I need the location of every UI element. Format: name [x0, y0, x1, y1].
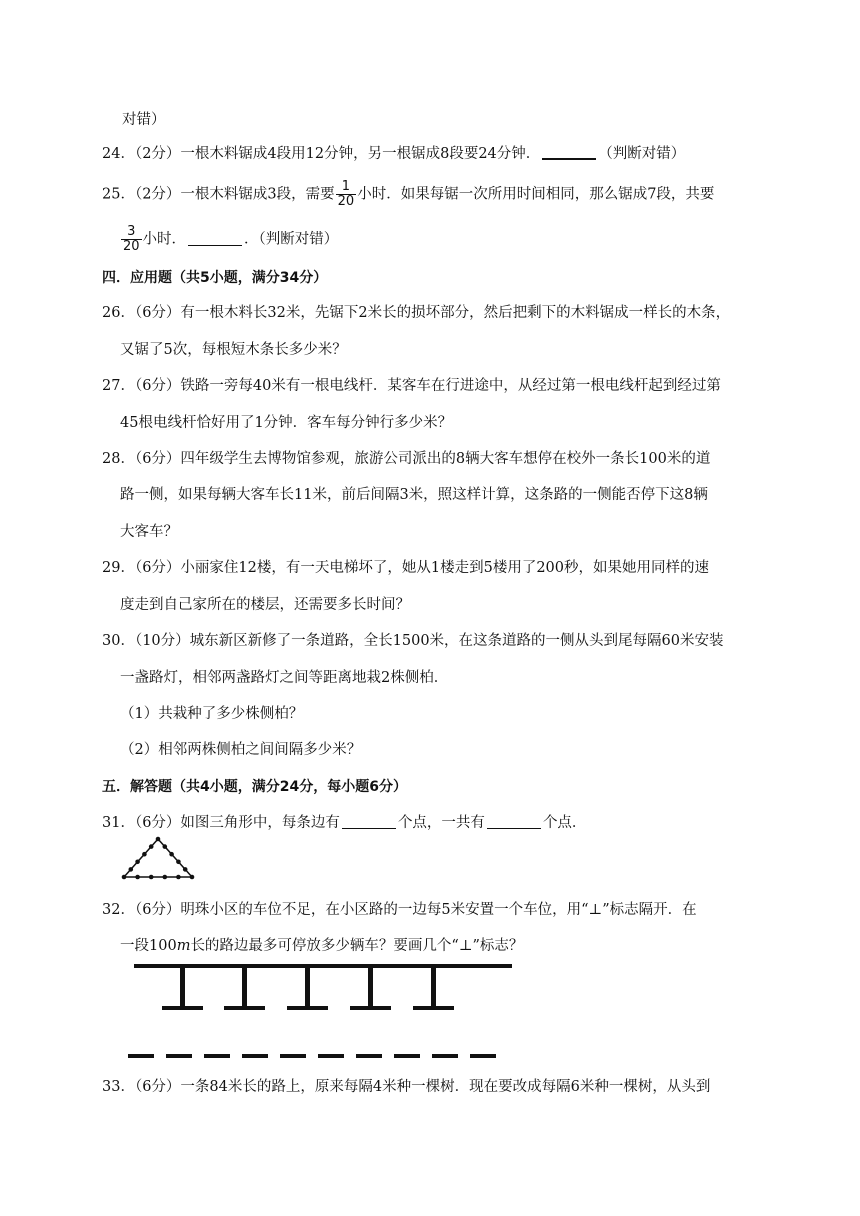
question-24: [102, 144, 685, 164]
answer-blank-31b[interactable]: [487, 814, 541, 829]
question-24-hint: （判断对错）: [598, 146, 686, 162]
question-25-line2: [120, 225, 338, 254]
question-31-text-c: 个点．: [542, 815, 587, 831]
question-28-line1: 28．（6分）四年级学生去博物馆参观，旅游公司派出的8辆大客车想停在校外一条长100米的道: [102, 451, 711, 467]
question-30-sub1: （1）共栽种了多少株侧柏？: [120, 706, 304, 722]
question-29-line2: 度走到自己家所在的楼层，还需要多长时间？: [120, 597, 410, 613]
question-30-line1: 30．（10分）城东新区新修了一条道路，全长1500米，在这条道路的一侧从头到尾每隔60米安装: [102, 633, 724, 649]
question-32-text-a: 一段100: [120, 938, 177, 954]
section-4-title: 四．应用题（共5小题，满分34分）: [102, 270, 328, 286]
question-24-text: 24．（2分）一根木料锯成4段用12分钟，另一根锯成8段要24分钟．: [102, 146, 541, 162]
fraction-3-20: $\frac{3}{20}$: [123, 224, 140, 254]
question-25-text-a: 25．（2分）一根木料锯成3段，需要: [102, 186, 335, 203]
unit-m: m: [176, 938, 191, 954]
question-31-text-b: 个点，一共有: [397, 815, 485, 831]
question-26-line2: 又锯了5次，每根短木条长多少米？: [120, 342, 347, 358]
question-28-line3: 大客车？: [120, 524, 178, 540]
question-30-sub2: （2）相邻两株侧柏之间间隔多少米？: [120, 742, 362, 758]
answer-blank-25[interactable]: [188, 231, 242, 246]
question-30-line2: 一盏路灯，相邻两盏路灯之间等距离地栽2株侧柏．: [120, 670, 449, 686]
question-25-text-b: 小时．如果每锯一次所用时间相同，那么锯成7段，共要: [357, 186, 715, 203]
question-28-line2: 路一侧，如果每辆大客车长11米，前后间隔3米，照这样计算，这条路的一侧能否停下这8辆: [120, 487, 708, 503]
section-5-title: 五．解答题（共4小题，满分24分，每小题6分）: [102, 779, 407, 795]
fraction-1-20: $\frac{1}{20}$: [337, 179, 355, 209]
question-29-line1: 29．（6分）小丽家住12楼，有一天电梯坏了，她从1楼走到5楼用了200秒，如果她用同样的速: [102, 560, 710, 576]
question-32-line2: [120, 936, 523, 956]
question-27-line2: 45根电线杆恰好用了1分钟．客车每分钟行多少米？: [120, 415, 453, 431]
question-31: [102, 813, 586, 833]
line-continuation: 对错）: [122, 112, 166, 128]
question-33-line1: 33．（6分）一条84米长的路上，原来每隔4米种一棵树．现在要改成每隔6米种一棵树，从头到: [102, 1079, 711, 1095]
question-31-text-a: 31．（6分）如图三角形中，每条边有: [102, 815, 340, 831]
dotted-triangle-figure: [118, 835, 198, 885]
question-32-line1: 32．（6分）明珠小区的车位不足，在小区路的一边每5米安置一个车位，用“⊥”标志隔开．在: [102, 902, 697, 918]
question-25-text-c: 小时．: [142, 231, 187, 248]
answer-blank-24[interactable]: [542, 144, 596, 160]
question-25-line1: [102, 180, 714, 209]
question-27-line1: 27．（6分）铁路一旁每40米有一根电线杆．某客车在行进途中，从经过第一根电线杆起到经过第: [102, 378, 721, 394]
question-26-line1: 26．（6分）有一根木料长32米，先锯下2米长的损坏部分，然后把剩下的木料锯成一样长的木条，: [102, 305, 731, 321]
parking-diagram: [122, 958, 514, 1068]
answer-blank-31a[interactable]: [342, 814, 396, 829]
question-32-text-b: 长的路边最多可停放多少辆车？要画几个“⊥”标志？: [190, 938, 524, 954]
question-25-hint: ．（判断对错）: [244, 231, 339, 248]
